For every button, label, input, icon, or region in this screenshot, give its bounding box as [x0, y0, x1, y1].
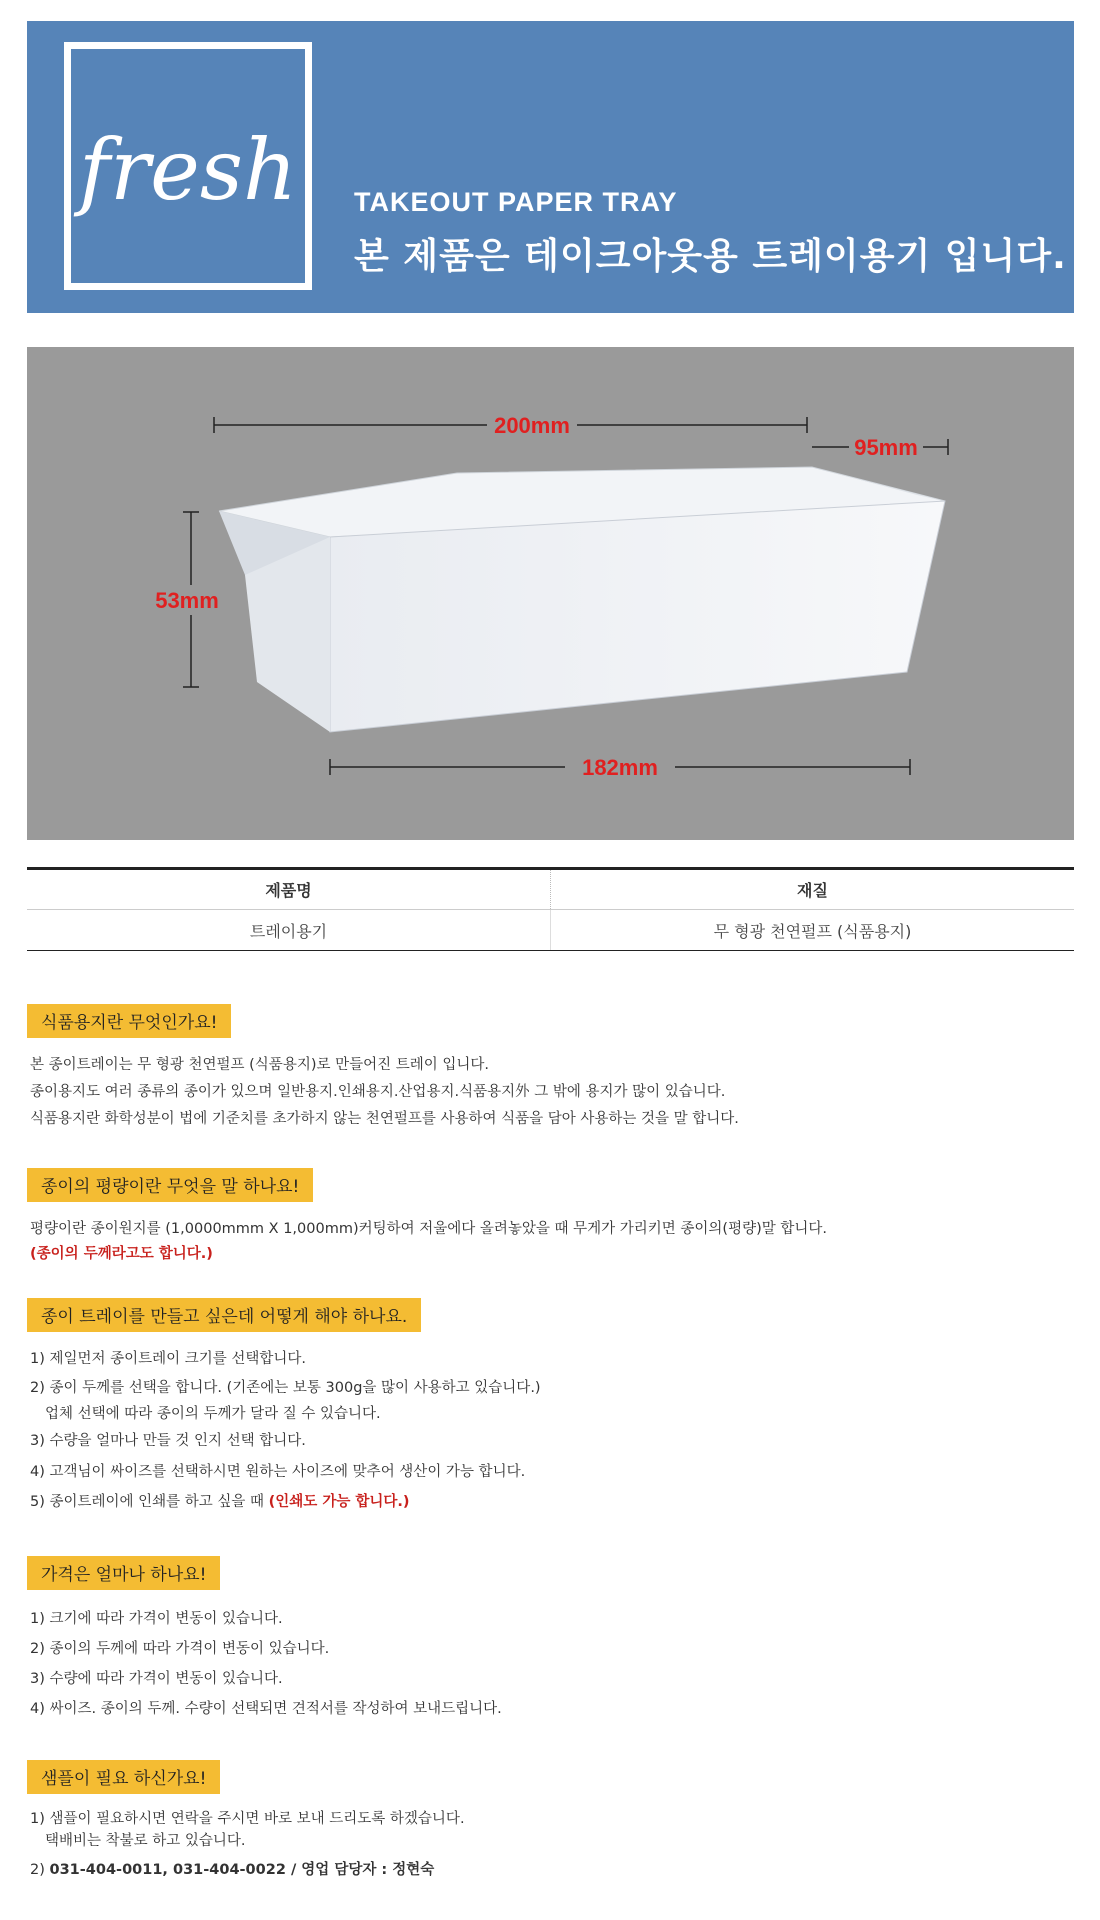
section-line: 5) 종이트레이에 인쇄를 하고 싶을 때: [30, 1494, 265, 1510]
section-sample: [27, 1760, 465, 1888]
section-line: 종이용지도 여러 종류의 종이가 있으며 일반용지.인쇄용지.산업용지.식품용지外 그 밖에 용지가 많이 있습니다.: [30, 1084, 726, 1100]
section-line: 식품용지란 화학성분이 법에 기준치를 초가하지 않는 천연펄프를 사용하여 식품을 담아 사용하는 것을 말 합니다.: [30, 1111, 739, 1127]
contact-info: 031-404-0011, 031-404-0022 / 영업 담당자 : 정현숙: [49, 1862, 435, 1878]
section-title: 종이의 평량이란 무엇을 말 하나요!: [27, 1168, 313, 1202]
section-line: 2): [30, 1862, 50, 1878]
cell-product-name: 트레이용기: [27, 910, 551, 951]
section-title: 가격은 얼마나 하나요!: [27, 1556, 220, 1590]
section-line: 1) 크기에 따라 가격이 변동이 있습니다.: [30, 1611, 283, 1627]
section-line: 2) 종이의 두께에 따라 가격이 변동이 있습니다.: [30, 1641, 330, 1657]
banner-subtitle: TAKEOUT PAPER TRAY: [354, 187, 678, 217]
section-note: (종이의 두께라고도 합니다.): [30, 1246, 213, 1262]
section-food-paper: [27, 1004, 739, 1133]
section-line: 1) 샘플이 필요하시면 연락을 주시면 바로 보내 드리도록 하겠습니다.: [30, 1811, 465, 1827]
section-line: 택배비는 착불로 하고 있습니다.: [45, 1833, 246, 1849]
banner-title: 본 제품은 테이크아웃용 트레이용기 입니다.: [354, 236, 1067, 277]
header-material: 재질: [551, 869, 1075, 910]
product-photo: [27, 347, 1074, 840]
paper-tray-image: [219, 467, 945, 732]
section-line: 2) 종이 두께를 선택을 합니다. (기존에는 보통 300g을 많이 사용하고 있습니다.): [30, 1380, 541, 1396]
section-line: 평량이란 종이원지를 (1,0000mmm X 1,000mm)커팅하여 저울에다 올려놓았을 때 무게가 가리키면 종이의(평량)말 합니다.: [30, 1221, 828, 1237]
header-product-name: 제품명: [27, 869, 551, 910]
print-available-note: (인쇄도 가능 합니다.): [268, 1494, 410, 1510]
section-title: 샘플이 필요 하신가요!: [27, 1760, 220, 1794]
section-line: 4) 고객님이 싸이즈를 선택하시면 원하는 사이즈에 맞추어 생산이 가능 합니다.: [30, 1464, 526, 1480]
section-paper-weight: [27, 1168, 827, 1265]
section-title: 식품용지란 무엇인가요!: [27, 1004, 231, 1038]
bottom-dimension: 182mm: [582, 755, 658, 780]
cell-material: 무 형광 천연펄프 (식품용지): [551, 910, 1075, 951]
height-dimension: 53mm: [155, 588, 219, 613]
logo-text: fresh: [78, 121, 298, 219]
depth-dimension: 95mm: [854, 435, 918, 460]
section-line: 1) 제일먼저 종이트레이 크기를 선택합니다.: [30, 1351, 307, 1367]
width-dimension: 200mm: [494, 413, 570, 438]
section-how-to-make: [27, 1298, 541, 1517]
spec-table: [27, 867, 1074, 951]
section-title: 종이 트레이를 만들고 싶은데 어떻게 해야 하나요.: [27, 1298, 421, 1332]
section-line: 4) 싸이즈. 종이의 두께. 수량이 선택되면 견적서를 작성하여 보내드립니다.: [30, 1701, 502, 1717]
fresh-logo: [64, 42, 312, 290]
section-line: 업체 선택에 따라 종이의 두께가 달라 질 수 있습니다.: [45, 1406, 381, 1422]
section-price: [27, 1556, 502, 1724]
header-banner: [27, 21, 1074, 313]
section-line: 본 종이트레이는 무 형광 천연펄프 (식품용지)로 만들어진 트레이 입니다.: [30, 1057, 489, 1073]
section-line: 3) 수량을 얼마나 만들 것 인지 선택 합니다.: [30, 1433, 306, 1449]
section-line: 3) 수량에 따라 가격이 변동이 있습니다.: [30, 1671, 283, 1687]
